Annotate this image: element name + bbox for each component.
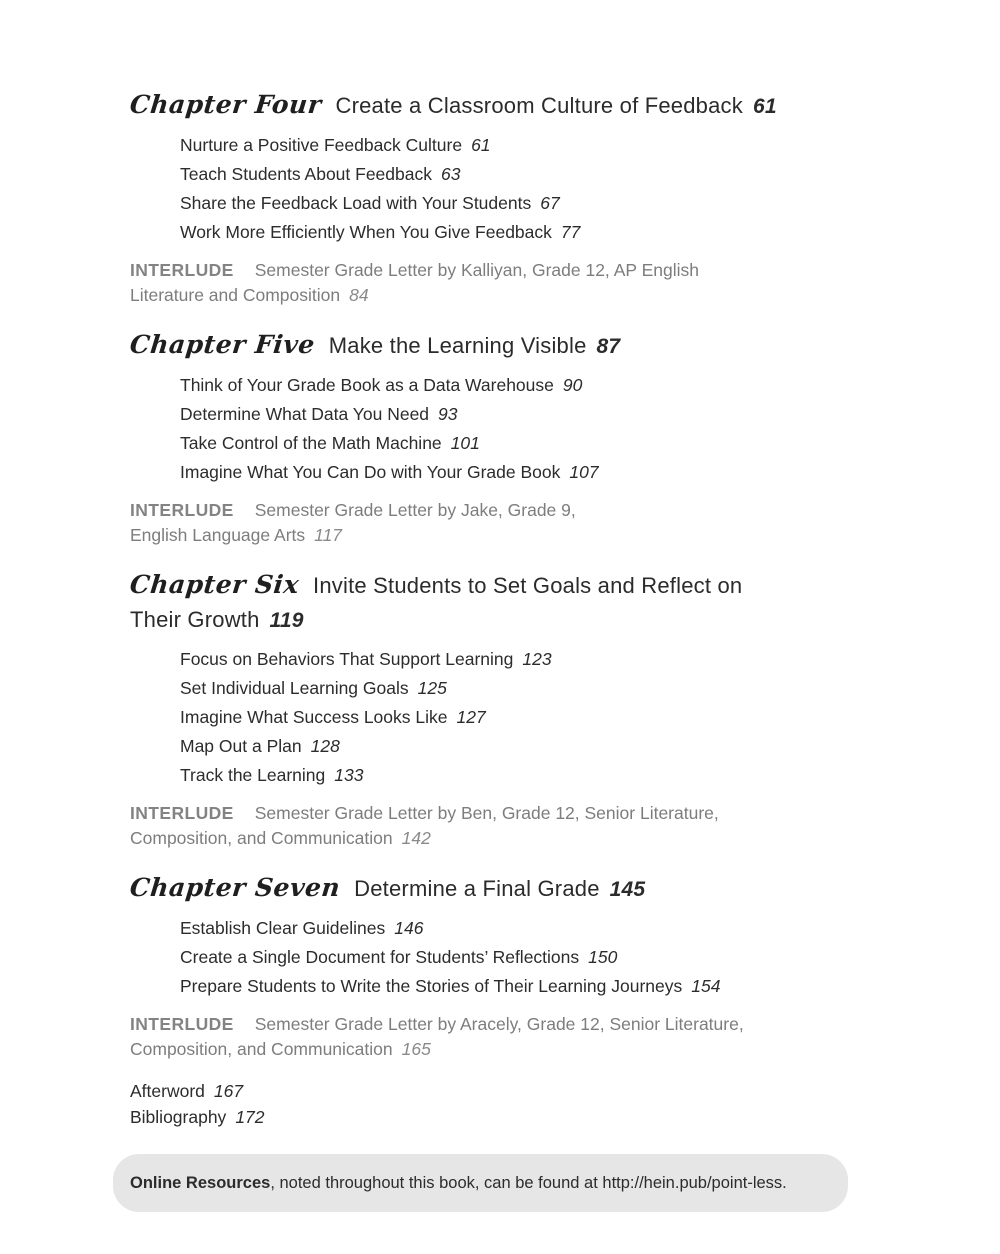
bibliography-row	[130, 1104, 870, 1130]
back-matter-title: Afterword	[130, 1081, 205, 1101]
chapter-script-label: Chapter Six	[128, 570, 301, 599]
online-resources-label: Online Resources	[130, 1174, 271, 1192]
toc-section-row	[180, 131, 870, 160]
back-matter-title: Bibliography	[130, 1107, 227, 1127]
chapter-sections	[180, 131, 870, 247]
interlude-line	[130, 1037, 870, 1062]
section-title: Prepare Students to Write the Stories of Their Learning Journeys	[180, 976, 683, 996]
interlude-text: Semester Grade Letter by Ben, Grade 12, Senior Literature,	[254, 803, 719, 823]
interlude-text: Literature and Composition	[130, 285, 341, 305]
chapter-script-label: Chapter Seven	[128, 873, 342, 902]
chapter-title: Make the Learning Visible	[328, 333, 587, 358]
interlude-text: Semester Grade Letter by Aracely, Grade 12, Senior Literature,	[254, 1014, 744, 1034]
section-page-number: 61	[471, 135, 491, 155]
interlude-page-number: 142	[401, 828, 431, 848]
toc-section-row	[180, 943, 870, 972]
interlude-line	[130, 523, 870, 548]
chapter-page-number: 87	[596, 335, 621, 358]
section-page-number: 123	[522, 649, 552, 669]
chapter-entry-six	[130, 568, 870, 851]
chapter-entry-seven	[130, 871, 870, 1062]
interlude-line	[130, 801, 870, 826]
section-page-number: 128	[310, 736, 340, 756]
chapter-title: Invite Students to Set Goals and Reflect on	[313, 573, 743, 598]
interlude-line	[130, 826, 870, 851]
interlude-text: Semester Grade Letter by Kalliyan, Grade 12, AP English	[254, 260, 699, 280]
interlude-entry	[130, 1012, 870, 1062]
interlude-label: INTERLUDE	[130, 803, 234, 823]
section-title: Track the Learning	[180, 765, 326, 785]
section-page-number: 67	[540, 193, 560, 213]
chapter-page-number: 145	[609, 878, 646, 901]
section-title: Map Out a Plan	[180, 736, 302, 756]
interlude-text: English Language Arts	[130, 525, 306, 545]
section-title: Create a Single Document for Students’ Reflections	[180, 947, 580, 967]
chapter-script-label: Chapter Four	[128, 90, 324, 119]
toc-section-row	[180, 218, 870, 247]
chapter-heading	[130, 328, 870, 364]
back-matter	[130, 1078, 870, 1130]
section-page-number: 127	[456, 707, 486, 727]
section-title: Share the Feedback Load with Your Students	[180, 193, 532, 213]
chapter-title: Determine a Final Grade	[354, 876, 600, 901]
toc-section-row	[180, 761, 870, 790]
section-page-number: 107	[569, 462, 599, 482]
back-matter-page-number: 172	[235, 1107, 265, 1127]
toc-section-row	[180, 458, 870, 487]
afterword-row	[130, 1078, 870, 1104]
toc-section-row	[180, 914, 870, 943]
online-resources-text: , noted throughout this book, can be found at http://hein.pub/point-less.	[270, 1174, 787, 1192]
section-title: Establish Clear Guidelines	[180, 918, 386, 938]
section-page-number: 125	[417, 678, 447, 698]
chapter-sections	[180, 914, 870, 1001]
toc-section-row	[180, 645, 870, 674]
toc-section-row	[180, 160, 870, 189]
section-page-number: 150	[588, 947, 618, 967]
interlude-line	[130, 283, 870, 308]
toc-section-row	[180, 703, 870, 732]
chapter-title: Create a Classroom Culture of Feedback	[335, 93, 743, 118]
section-title: Determine What Data You Need	[180, 404, 430, 424]
section-page-number: 146	[394, 918, 424, 938]
chapter-heading-line	[130, 568, 870, 603]
toc-section-row	[180, 732, 870, 761]
interlude-label: INTERLUDE	[130, 260, 234, 280]
interlude-text: Composition, and Communication	[130, 828, 393, 848]
toc-section-row	[180, 429, 870, 458]
interlude-text: Semester Grade Letter by Jake, Grade 9,	[254, 500, 576, 520]
chapter-heading	[130, 871, 870, 907]
section-page-number: 93	[438, 404, 458, 424]
interlude-label: INTERLUDE	[130, 1014, 234, 1034]
section-title: Work More Efficiently When You Give Feedback	[180, 222, 552, 242]
section-title: Teach Students About Feedback	[180, 164, 432, 184]
section-page-number: 101	[450, 433, 480, 453]
interlude-entry	[130, 801, 870, 851]
chapter-sections	[180, 371, 870, 487]
section-title: Focus on Behaviors That Support Learning	[180, 649, 514, 669]
section-page-number: 133	[334, 765, 364, 785]
section-page-number: 77	[560, 222, 581, 242]
section-title: Take Control of the Math Machine	[180, 433, 442, 453]
interlude-line	[130, 498, 870, 523]
chapter-heading	[130, 88, 870, 124]
interlude-entry	[130, 498, 870, 548]
chapter-page-number: 61	[752, 95, 777, 118]
section-page-number: 154	[691, 976, 721, 996]
chapter-script-label: Chapter Five	[128, 330, 317, 359]
interlude-entry	[130, 258, 870, 308]
section-title: Think of Your Grade Book as a Data Warehouse	[180, 375, 554, 395]
chapter-entry-five	[130, 328, 870, 548]
chapter-entry-four	[130, 88, 870, 308]
interlude-line	[130, 1012, 870, 1037]
chapter-heading-line	[130, 603, 870, 638]
interlude-line	[130, 258, 870, 283]
online-resources-note	[113, 1154, 848, 1212]
section-title: Nurture a Positive Feedback Culture	[180, 135, 463, 155]
interlude-label: INTERLUDE	[130, 500, 234, 520]
section-title: Imagine What You Can Do with Your Grade Book	[180, 462, 561, 482]
back-matter-page-number: 167	[213, 1081, 244, 1101]
toc-section-row	[180, 371, 870, 400]
toc-section-row	[180, 674, 870, 703]
section-title: Imagine What Success Looks Like	[180, 707, 448, 727]
section-page-number: 90	[562, 375, 583, 395]
section-title: Set Individual Learning Goals	[180, 678, 409, 698]
chapter-page-number: 119	[269, 609, 304, 632]
chapter-sections	[180, 645, 870, 790]
chapter-title: Their Growth	[130, 607, 260, 632]
interlude-page-number: 84	[349, 285, 369, 305]
toc-section-row	[180, 400, 870, 429]
interlude-text: Composition, and Communication	[130, 1039, 393, 1059]
interlude-page-number: 117	[314, 525, 343, 545]
chapter-heading	[130, 568, 870, 638]
toc-section-row	[180, 189, 870, 218]
toc-section-row	[180, 972, 870, 1001]
interlude-page-number: 165	[401, 1039, 431, 1059]
section-page-number: 63	[440, 164, 461, 184]
